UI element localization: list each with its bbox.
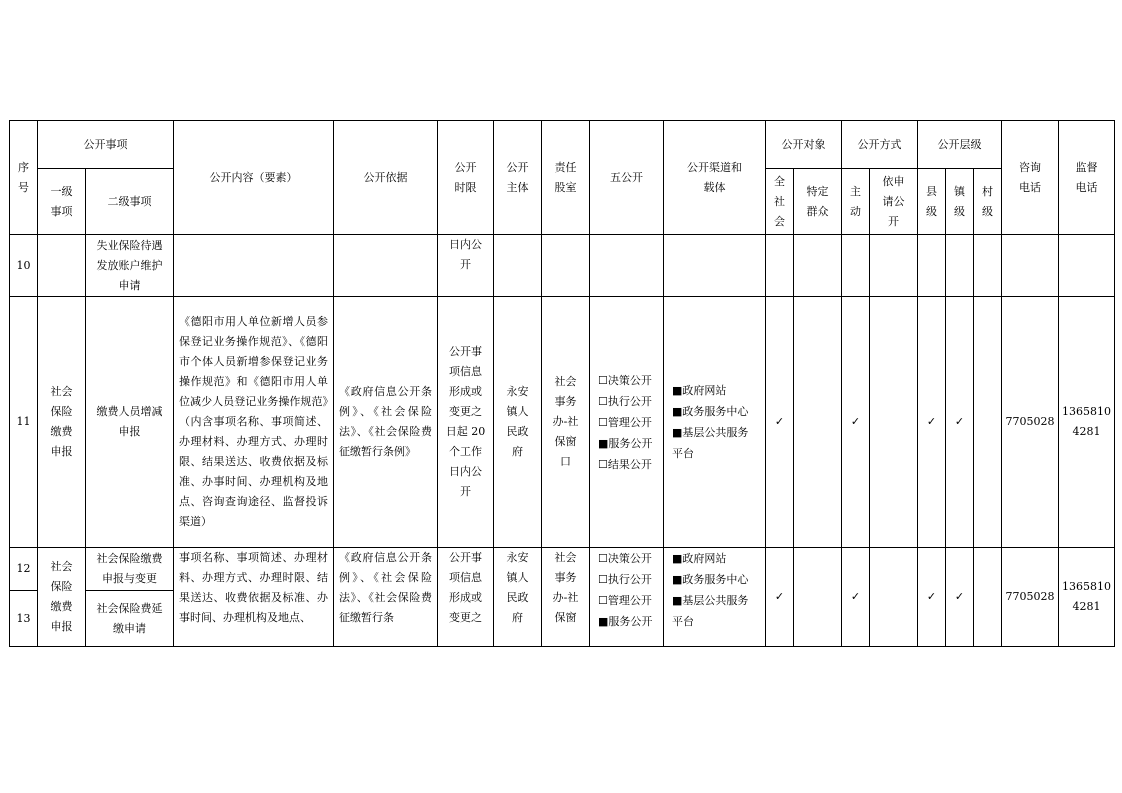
row-level1 xyxy=(38,235,86,297)
row-basis xyxy=(334,235,438,297)
row-five xyxy=(590,548,664,647)
row-level1: 社会 保险 缴费 申报 xyxy=(38,297,86,548)
header-level-group: 公开层级 xyxy=(918,121,1002,169)
row-channel xyxy=(664,548,766,647)
channel-item: ■政府网站 xyxy=(672,384,727,397)
check-obj-specific xyxy=(794,297,842,548)
header-seq: 序 号 xyxy=(10,121,38,235)
header-content: 公开内容（要素） xyxy=(174,121,334,235)
check-m-active: ✓ xyxy=(842,548,870,647)
row-time: 公开事 项信息 形成或 变更之 xyxy=(438,548,494,647)
header-object-group: 公开对象 xyxy=(766,121,842,169)
check-m-apply xyxy=(870,297,918,548)
five-item: ☐结果公开 xyxy=(598,457,652,471)
header-method-group: 公开方式 xyxy=(842,121,918,169)
header-level1: 一级 事项 xyxy=(38,169,86,235)
five-item: ■服务公开 xyxy=(598,615,653,628)
row-seq: 13 xyxy=(10,591,38,647)
header-basis: 公开依据 xyxy=(334,121,438,235)
channel-item: 平台 xyxy=(672,447,694,460)
row-seq: 12 xyxy=(10,548,38,591)
row-content: 《德阳市用人单位新增人员参保登记业务操作规范》、《德阳市个体人员新增参保登记业务操作规范》和《德阳市用人单位减少人员登记业务操作规范》（内含事项名称、事项简述、办理材料、办理方式、办理时限、结果送达、收费依据及标准、办事时间、办理机构及地点、咨询查询途径、监督投诉渠道） xyxy=(174,297,334,548)
table-row xyxy=(10,235,1115,297)
row-content xyxy=(174,235,334,297)
row-dept: 社会 事务 办-社 保窗 xyxy=(542,548,590,647)
row-channel xyxy=(664,235,766,297)
row-dept xyxy=(542,235,590,297)
channel-item: ■政府网站 xyxy=(672,552,727,565)
header-items-group: 公开事项 xyxy=(38,121,174,169)
header-dept: 责任 股室 xyxy=(542,121,590,235)
header-consult: 咨询 电话 xyxy=(1002,121,1059,235)
check-obj-all: ✓ xyxy=(766,548,794,647)
channel-item: 平台 xyxy=(672,615,694,628)
row-consult: 7705028 xyxy=(1002,548,1059,647)
header-level2: 二级事项 xyxy=(86,169,174,235)
header-channel: 公开渠道和 载体 xyxy=(664,121,766,235)
row-five xyxy=(590,297,664,548)
header-lv-village: 村 级 xyxy=(974,169,1002,235)
five-item: ☐决策公开 xyxy=(598,373,652,387)
header-lv-town: 镇 级 xyxy=(946,169,974,235)
table-row xyxy=(10,548,1115,591)
five-item: ☐执行公开 xyxy=(598,394,652,408)
row-time: 日内公 开 xyxy=(438,235,494,297)
five-item: ■服务公开 xyxy=(598,436,653,450)
check-obj-all: ✓ xyxy=(766,297,794,548)
row-level2: 失业保险待遇 发放账户维护 申请 xyxy=(86,235,174,297)
row-subject xyxy=(494,235,542,297)
row-consult: 7705028 xyxy=(1002,297,1059,548)
check-lv-county: ✓ xyxy=(918,548,946,647)
header-subject: 公开 主体 xyxy=(494,121,542,235)
row-supervise: 1365810 4281 xyxy=(1059,297,1115,548)
row-content: 事项名称、事项简述、办理材料、办理方式、办理时限、结果送达、收费依据及标准、办事时间、办理机构及地点、 xyxy=(174,548,334,647)
check-lv-town: ✓ xyxy=(946,548,974,647)
channel-item: ■政务服务中心 xyxy=(672,405,749,418)
header-row-1 xyxy=(10,121,1115,169)
row-dept: 社会 事务 办-社 保窗 口 xyxy=(542,297,590,548)
header-supervise: 监督 电话 xyxy=(1059,121,1115,235)
check-lv-village xyxy=(974,297,1002,548)
header-m-active: 主 动 xyxy=(842,169,870,235)
row-seq: 11 xyxy=(10,297,38,548)
row-five xyxy=(590,235,664,297)
row-level1: 社会 保险 缴费 申报 xyxy=(38,548,86,647)
disclosure-table xyxy=(9,120,1115,647)
check-m-apply xyxy=(870,548,918,647)
check-m-active: ✓ xyxy=(842,297,870,548)
row-subject: 永安 镇人 民政 府 xyxy=(494,297,542,548)
row-level2: 缴费人员增减 申报 xyxy=(86,297,174,548)
five-item: ☐执行公开 xyxy=(598,573,652,586)
five-item: ☐决策公开 xyxy=(598,552,652,565)
row-seq: 10 xyxy=(10,235,38,297)
header-m-apply: 依申 请公 开 xyxy=(870,169,918,235)
check-obj-specific xyxy=(794,548,842,647)
row-time: 公开事 项信息 形成或 变更之 日起 20 个工作 日内公 开 xyxy=(438,297,494,548)
row-channel xyxy=(664,297,766,548)
row-supervise: 1365810 4281 xyxy=(1059,548,1115,647)
header-obj-all: 全 社 会 xyxy=(766,169,794,235)
header-obj-specific: 特定 群众 xyxy=(794,169,842,235)
five-item: ☐管理公开 xyxy=(598,415,652,429)
check-lv-village xyxy=(974,548,1002,647)
check-lv-county: ✓ xyxy=(918,297,946,548)
row-basis: 《政府信息公开条例》、《社会保险法》、《社会保险费征缴暂行条 xyxy=(334,548,438,647)
table-row xyxy=(10,297,1115,548)
header-lv-county: 县 级 xyxy=(918,169,946,235)
channel-item: ■政务服务中心 xyxy=(672,573,749,586)
header-five: 五公开 xyxy=(590,121,664,235)
channel-item: ■基层公共服务 xyxy=(672,594,749,607)
check-lv-town: ✓ xyxy=(946,297,974,548)
row-subject: 永安 镇人 民政 府 xyxy=(494,548,542,647)
header-time: 公开 时限 xyxy=(438,121,494,235)
channel-item: ■基层公共服务 xyxy=(672,426,749,439)
five-item: ☐管理公开 xyxy=(598,594,652,607)
row-level2: 社会保险缴费 申报与变更 xyxy=(86,548,174,591)
row-basis: 《政府信息公开条例》、《社会保险法》、《社会保险费征缴暂行条例》 xyxy=(334,297,438,548)
row-level2: 社会保险费延 缴申请 xyxy=(86,591,174,647)
